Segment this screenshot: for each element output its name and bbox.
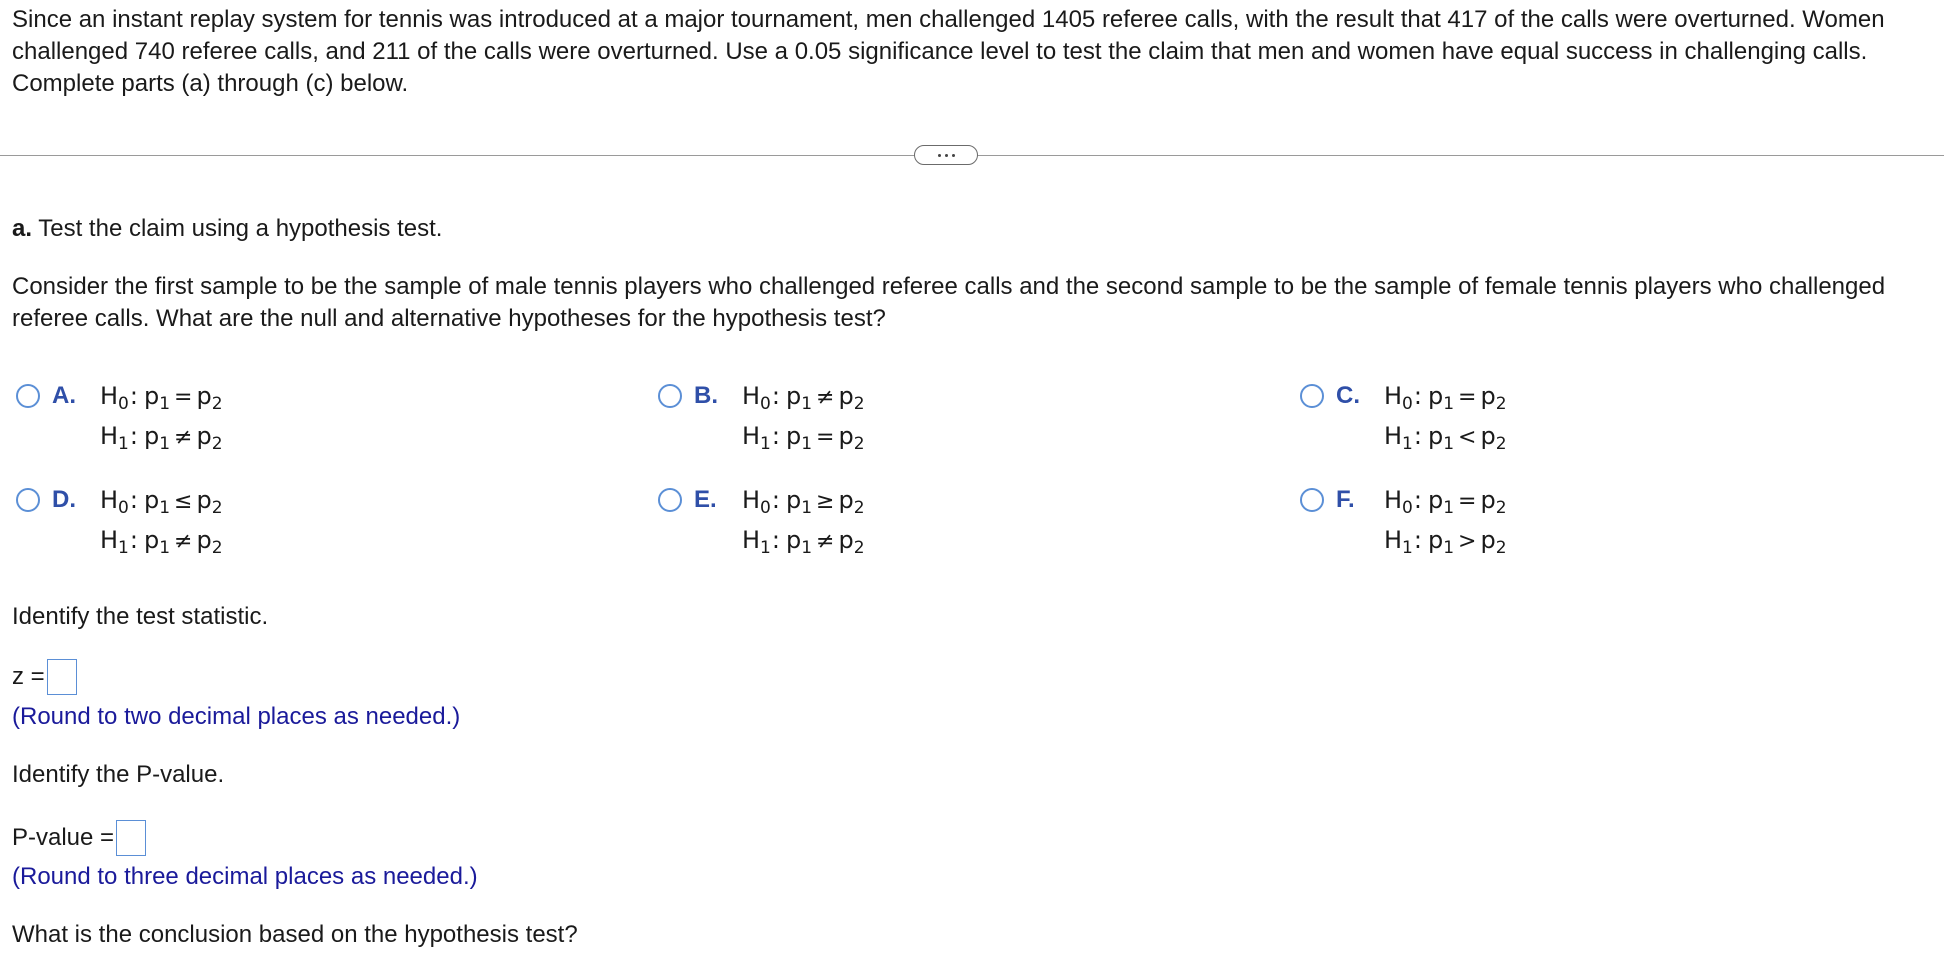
option-d-radio[interactable] <box>16 488 40 512</box>
option-f-radio[interactable] <box>1300 488 1324 512</box>
option-d-h0: $H_0$: $p_1 \le p_2$ <box>100 486 223 518</box>
option-e-h1: $H_1$: $p_1 \ne p_2$ <box>742 526 865 558</box>
part-a-heading: a. Test the claim using a hypothesis test. <box>12 215 443 242</box>
option-f-letter: F. <box>1336 486 1355 513</box>
pvalue-answer-input[interactable] <box>116 820 146 856</box>
option-c[interactable] <box>1300 380 1720 460</box>
option-a-h0: $H_0$: $p_1 = p_2$ <box>100 382 223 414</box>
pvalue-rounding-hint: (Round to three decimal places as needed.) <box>12 863 478 890</box>
option-e-h0: $H_0$: $p_1 \ge p_2$ <box>742 486 865 518</box>
z-label: z = <box>12 663 45 690</box>
z-rounding-hint: (Round to two decimal places as needed.) <box>12 703 461 730</box>
option-d-letter: D. <box>52 486 76 513</box>
expand-more-button[interactable] <box>914 145 978 165</box>
ellipsis-icon <box>938 154 941 157</box>
option-f[interactable] <box>1300 484 1720 564</box>
option-b[interactable] <box>658 380 1078 460</box>
z-answer-row <box>12 659 77 695</box>
test-statistic-prompt: Identify the test statistic. <box>12 603 269 630</box>
option-e[interactable] <box>658 484 1078 564</box>
option-c-h0: $H_0$: $p_1 = p_2$ <box>1384 382 1507 414</box>
pvalue-label: P-value = <box>12 824 115 851</box>
option-f-h1: $H_1$: $p_1 > p_2$ <box>1384 526 1507 558</box>
pvalue-answer-row <box>12 820 146 856</box>
option-b-h1: $H_1$: $p_1 = p_2$ <box>742 422 865 454</box>
option-a-h1: $H_1$: $p_1 \ne p_2$ <box>100 422 223 454</box>
option-c-letter: C. <box>1336 382 1360 409</box>
conclusion-prompt: What is the conclusion based on the hypothesis test? <box>12 921 578 948</box>
option-d[interactable] <box>16 484 436 564</box>
option-b-radio[interactable] <box>658 384 682 408</box>
option-a[interactable] <box>16 380 436 460</box>
option-c-radio[interactable] <box>1300 384 1324 408</box>
option-e-radio[interactable] <box>658 488 682 512</box>
option-a-radio[interactable] <box>16 384 40 408</box>
problem-statement: Since an instant replay system for tennis was introduced at a major tournament, men challenged 1405 referee calls, with the result that 417 of the calls were overturned. Women challenged 740 referee calls, and 211 of the calls were overturned. Use a 0.05 significance level to test the claim that men and women have equal success in challenging calls. Complete parts (a) through (c) below. <box>12 6 1885 97</box>
option-b-letter: B. <box>694 382 718 409</box>
option-a-letter: A. <box>52 382 76 409</box>
option-d-h1: $H_1$: $p_1 \ne p_2$ <box>100 526 223 558</box>
hypotheses-question: Consider the first sample to be the sample of male tennis players who challenged referee calls and the second sample to be the sample of female tennis players who challenged referee calls. What are the null and alternative hypotheses for the hypothesis test? <box>12 273 1886 332</box>
option-b-h0: $H_0$: $p_1 \ne p_2$ <box>742 382 865 414</box>
option-e-letter: E. <box>694 486 717 513</box>
z-answer-input[interactable] <box>47 659 77 695</box>
option-f-h0: $H_0$: $p_1 = p_2$ <box>1384 486 1507 518</box>
option-c-h1: $H_1$: $p_1 < p_2$ <box>1384 422 1507 454</box>
pvalue-prompt: Identify the P-value. <box>12 761 225 788</box>
